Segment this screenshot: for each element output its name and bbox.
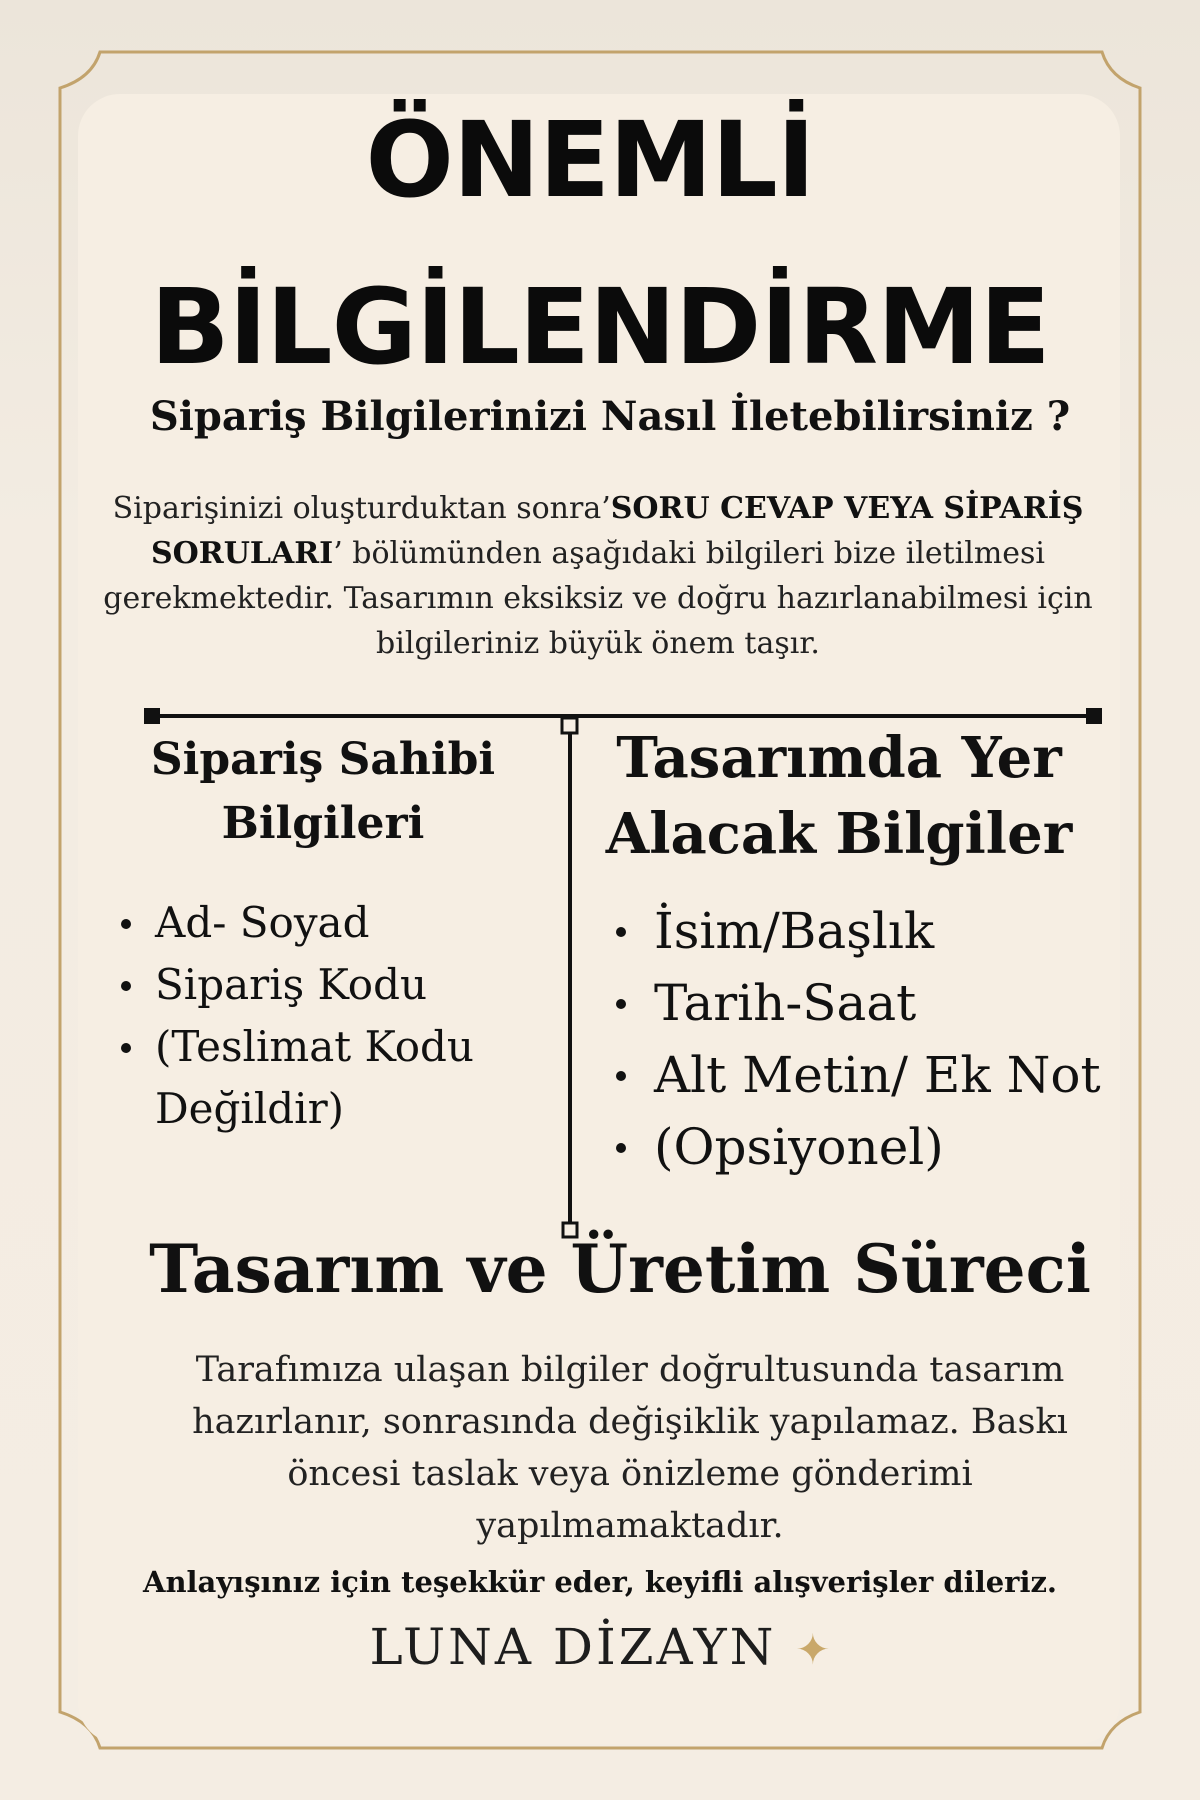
list-item: Ad- Soyad (155, 892, 555, 954)
page-title-line1: ÖNEMLİ (365, 99, 815, 221)
list-item: (Opsiyonel) (654, 1111, 1174, 1183)
process-heading: Tasarım ve Üretim Süreci (149, 1230, 1091, 1308)
thanks-message: Anlayışınız için teşekkür eder, keyifli alışverişler dileriz. (142, 1565, 1058, 1599)
bullet-icon (616, 1071, 626, 1081)
subtitle: Sipariş Bilgilerinizi Nasıl İletebilirsiniz ? (149, 393, 1071, 440)
bullet-icon (121, 919, 131, 929)
bullet-icon (121, 1043, 131, 1053)
bullet-icon (616, 1143, 626, 1153)
left-column-list (155, 892, 555, 1140)
intro-text-end: ’ bölümünden aşağıdaki bilgileri bize iletilmesi gerekmektedir. Tasarımın eksiksiz ve doğru hazırlanabilmesi için bilgileriniz büyük önem taşır. (103, 536, 1093, 661)
bullet-icon (616, 927, 626, 937)
sparkle-star-icon: ✦ (795, 1625, 831, 1674)
list-item: Sipariş Kodu (155, 954, 555, 1016)
list-item: Tarih-Saat (654, 967, 1174, 1039)
process-text: Tarafımıza ulaşan bilgiler doğrultusunda tasarım hazırlanır, sonrasında değişiklik yapılamaz. Baskı öncesi taslak veya önizleme gönderimi yapılmamaktadır. (192, 1350, 1068, 1546)
brand-name: LUNA DİZAYN (369, 1618, 777, 1676)
divider-left-end (144, 708, 160, 724)
list-item: (Teslimat Kodu Değildir) (155, 1016, 555, 1140)
list-item: Alt Metin/ Ek Not (654, 1039, 1174, 1111)
left-column-heading: Sipariş Sahibi Bilgileri (150, 734, 496, 849)
list-item: İsim/Başlık (654, 895, 1174, 967)
divider-top-node (562, 718, 577, 733)
brand-signature (300, 1612, 900, 1685)
intro-bold-section: SORU CEVAP VEYA SİPARİŞ SORULARI (150, 491, 1084, 571)
bullet-icon (121, 981, 131, 991)
bullet-icon (616, 999, 626, 1009)
intro-text-start: Siparişinizi oluşturduktan sonra’ (112, 491, 611, 526)
right-column-heading: Tasarımda Yer Alacak Bilgiler (605, 725, 1073, 867)
page-title-line2: BİLGİLENDİRME (150, 266, 1050, 388)
right-column-list (654, 895, 1174, 1183)
